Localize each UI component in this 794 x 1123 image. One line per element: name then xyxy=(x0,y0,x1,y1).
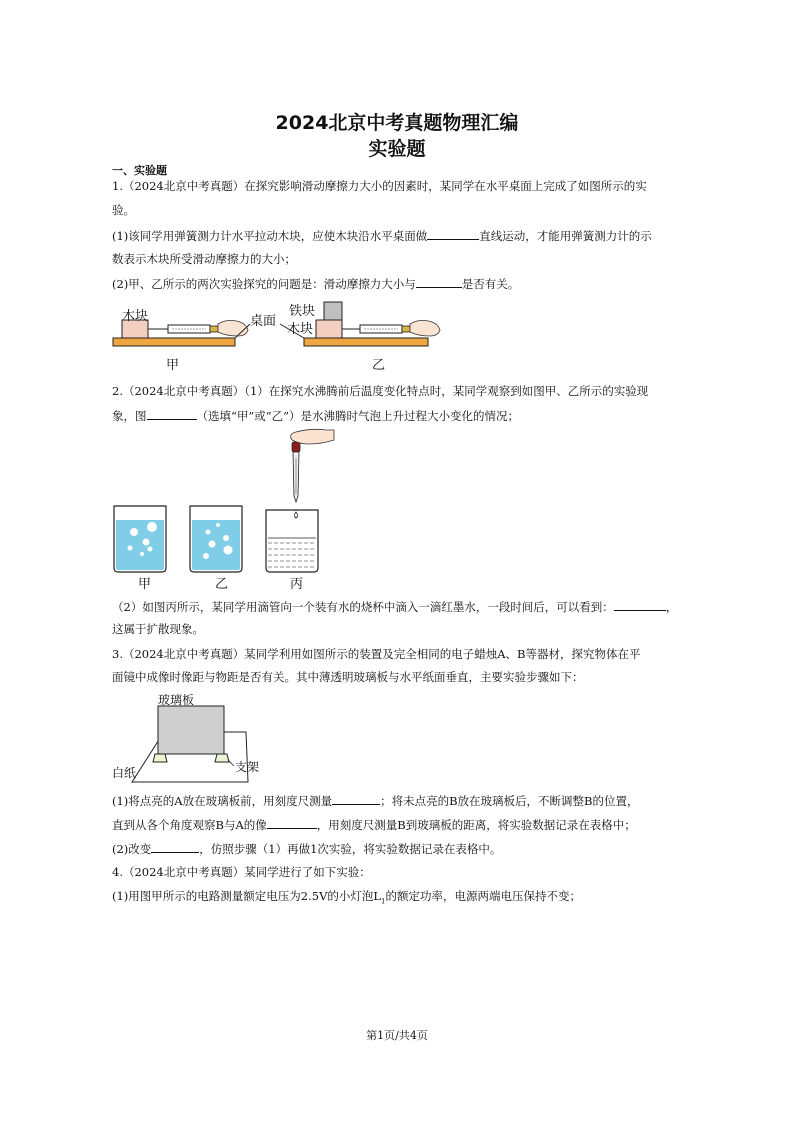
document-subtitle: 实验题 xyxy=(368,138,426,160)
q2-label-bing: 丙 xyxy=(290,577,304,592)
q1-part2-text-a: (2)甲、乙所示的两次实验探究的问题是：滑动摩擦力大小与 xyxy=(112,277,416,291)
q3-step-3-text-b: ，仿照步骤（1）再做1次实验，将实验数据记录在表格中。 xyxy=(199,842,502,856)
q1-table-right xyxy=(304,338,428,346)
q3-step-1-text-a: (1)将点亮的A放在玻璃板前，用刻度尺测量 xyxy=(112,794,333,808)
q4-line-2-text-b: 的额定功率，电源两端电压保持不变； xyxy=(385,889,581,903)
q2-label-jia: 甲 xyxy=(138,577,152,592)
q1-blank-1[interactable] xyxy=(427,227,479,240)
q3-blank-2[interactable] xyxy=(267,816,317,829)
q1-hand-yi xyxy=(410,320,440,336)
q3-step-1 xyxy=(112,792,639,809)
q1-line-1: 1.（2024北京中考真题）在探究影响滑动摩擦力大小的因素时，某同学在水平桌面上完成了如图所示的实 xyxy=(112,179,647,193)
q1-wood-block-yi xyxy=(316,320,342,338)
q2-line-3-text-a: （2）如图丙所示，某同学用滴管向一个装有水的烧杯中滴入一滴红墨水，一段时间后，可以看到： xyxy=(112,600,614,614)
q2-beaker-figure xyxy=(108,428,338,573)
q2-line-2-text-a: 象，图 xyxy=(112,409,147,423)
q1-part2-text-b: 是否有关。 xyxy=(461,277,520,291)
q1-iron-block xyxy=(324,302,342,320)
q2-blank-1[interactable] xyxy=(147,407,197,420)
q3-step-1-cont xyxy=(112,816,636,833)
q2-beaker-bing xyxy=(266,429,334,572)
q4-line-2-text-a: (1)用图甲所示的电路测量额定电压为2.5V的小灯泡 xyxy=(112,889,374,903)
q2-beaker-jia xyxy=(114,506,166,572)
q3-label-stand: 支架 xyxy=(235,760,260,774)
q1-hand-jia xyxy=(218,320,248,336)
q1-part2 xyxy=(112,275,519,292)
q3-step-1-text-b: ；将未点亮的B放在玻璃板后，不断调整B的位置， xyxy=(380,794,639,808)
q3-glass-plate xyxy=(158,706,224,754)
q3-step-2-text-a: 直到从各个角度观察B与A的像 xyxy=(112,818,267,832)
q4-line-1: 4.（2024北京中考真题）某同学进行了如下实验： xyxy=(112,865,371,879)
q1-label-table: 桌面 xyxy=(250,314,277,329)
q1-friction-figure xyxy=(108,296,448,376)
q4-lamp-symbol: L xyxy=(373,889,382,903)
q3-step-3-text-a: (2)改变 xyxy=(112,842,152,856)
q1-label-iron-block: 铁块 xyxy=(289,304,316,319)
q3-stand-left xyxy=(153,754,167,762)
q2-line-3 xyxy=(112,598,677,615)
q1-label-wood-block: 木块 xyxy=(122,309,149,324)
q1-label-wood-block-2: 木块 xyxy=(287,322,314,337)
q2-line-4: 这属于扩散现象。 xyxy=(112,622,204,636)
q1-part1-text-a: (1)该同学用弹簧测力计水平拉动木块，应使木块沿水平桌面做 xyxy=(112,229,428,243)
q4-lamp-subscript: 1 xyxy=(381,897,386,906)
q1-label-jia: 甲 xyxy=(166,358,180,373)
q3-line-1: 3.（2024北京中考真题）某同学利用如图所示的装置及完全相同的电子蜡烛A、B等器材，探究物体在平 xyxy=(112,647,641,661)
q3-blank-1[interactable] xyxy=(332,792,380,805)
q2-line-2-text-b: （选填“甲”或“乙”）是水沸腾时气泡上升过程大小变化的情况； xyxy=(196,409,520,423)
q2-blank-2[interactable] xyxy=(614,598,666,611)
q2-line-3-text-b: ， xyxy=(665,600,678,614)
q1-line-4: 数表示木块所受滑动摩擦力的大小； xyxy=(112,252,296,266)
section-heading: 一、实验题 xyxy=(112,164,167,177)
q2-line-1: 2.（2024北京中考真题）（1）在探究水沸腾前后温度变化特点时，某同学观察到如图甲、乙所示的实验现 xyxy=(112,384,649,398)
q2-line-2 xyxy=(112,407,519,424)
q1-line-2: 验。 xyxy=(112,203,135,217)
q4-line-2 xyxy=(112,888,581,909)
q3-step-2 xyxy=(112,840,501,857)
q1-part1-text-b: 直线运动，才能用弹簧测力计的示 xyxy=(479,229,652,243)
q3-blank-3[interactable] xyxy=(151,840,199,853)
document-title: 2024北京中考真题物理汇编 xyxy=(275,112,519,134)
q3-label-glass: 玻璃板 xyxy=(158,693,195,707)
q3-stand-right xyxy=(215,754,229,762)
q1-table-left xyxy=(113,338,235,346)
q1-label-yi: 乙 xyxy=(372,358,386,373)
page-footer: 第1页/共4页 xyxy=(366,1029,428,1042)
q3-label-paper: 白纸 xyxy=(112,766,137,780)
q2-beaker-yi xyxy=(190,506,242,572)
q1-blank-2[interactable] xyxy=(416,275,462,288)
q3-step-2-text-b: ，用刻度尺测量B到玻璃板的距离，将实验数据记录在表格中； xyxy=(316,818,636,832)
q3-line-2: 面镜中成像时像距与物距是否有关。其中薄透明玻璃板与水平纸面垂直，主要实验步骤如下： xyxy=(112,670,584,684)
q2-label-yi: 乙 xyxy=(215,577,229,592)
q1-part1 xyxy=(112,227,652,244)
